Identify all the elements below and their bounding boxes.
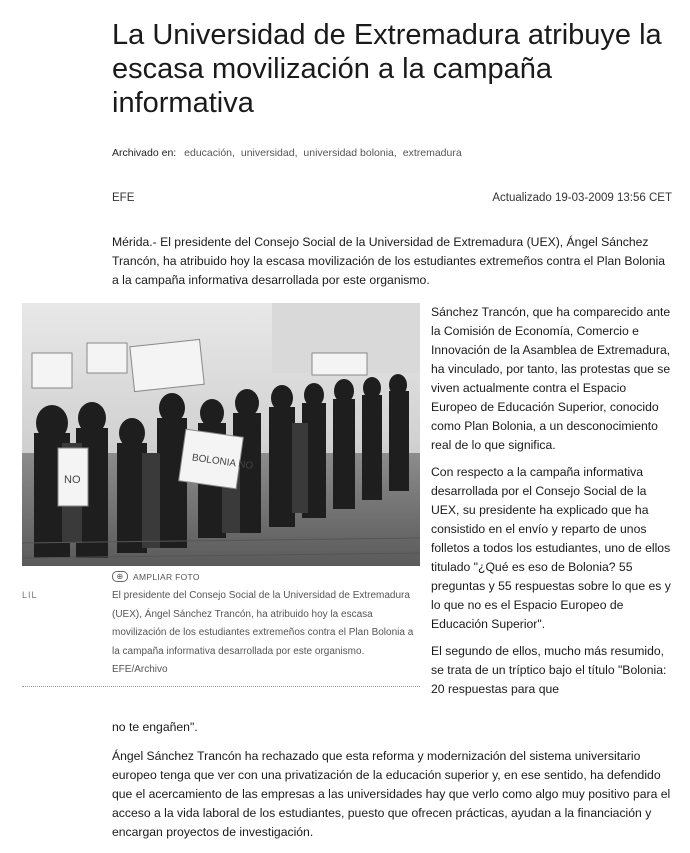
- ampliar-label: AMPLIAR FOTO: [133, 571, 200, 582]
- photo-caption: El presidente del Consejo Social de la Universidad de Extremadura (UEX), Ángel Sánchez Trancón, ha atribuido hoy la escasa movilización de los estudiantes extremeños contra el Plan Bolonia a la campaña informativa desarrollada por este organismo. EFE/Archivo: [112, 590, 414, 675]
- photo-side-label: LIL: [22, 590, 38, 600]
- zoom-icon: ⊕: [112, 571, 128, 582]
- body-paragraph: Ángel Sánchez Trancón ha rechazado que esta reforma y modernización del sistema universitario europeo tenga que ver con una privatización de la educación superior y, en ese sentido, ha defendido que el acercamiento de las empresas a las universidades hay que verlo como algo muy positivo para el acceso a la vida laboral de los estudiantes, puesto que ofrecen prácticas, ayudan a la financiación y encargan proyectos de investigación.: [112, 749, 671, 839]
- archived-tags: Archivado en: educación, universidad, universidad bolonia, extremadura: [112, 147, 462, 159]
- protest-photo-illustration: [22, 303, 420, 566]
- tag-link[interactable]: educación: [184, 147, 233, 159]
- archived-label: Archivado en:: [112, 147, 177, 159]
- side-column: [431, 303, 671, 707]
- updated-timestamp: Actualizado 19-03-2009 13:56 CET: [492, 192, 672, 204]
- body-paragraph: Sánchez Trancón, que ha comparecido ante la Comisión de Economía, Comercio e Innovación de la Asamblea de Extremadura, ha vinculado, por tanto, las protestas que se viven actualmente contra el Espacio Europeo de Educación Superior, conocido como Plan Bolonia, a un desconocimiento real de lo que significa.: [431, 305, 671, 452]
- protest-sign-text: NO: [64, 474, 81, 486]
- caption-divider: [22, 686, 420, 687]
- article-title: La Universidad de Extremadura atribuye la escasa movilización a la campaña informativa: [112, 19, 662, 119]
- body-paragraph: El segundo de ellos, mucho más resumido, se trata de un tríptico bajo el título "Bolonia: 20 respuestas para que: [431, 644, 667, 696]
- intro-paragraph: Mérida.- El presidente del Consejo Social de la Universidad de Extremadura (UEX), Ángel Sánchez Trancón, ha atribuido hoy la escasa movilización de los estudiantes extremeños contra el Plan Bolonia a la campaña informativa desarrollada por este organismo.: [112, 235, 666, 287]
- body-paragraph-continuation: no te engañen".: [112, 720, 198, 734]
- tag-link[interactable]: universidad: [240, 147, 295, 159]
- article-source: EFE: [112, 192, 135, 204]
- news-photo[interactable]: [22, 303, 420, 566]
- protest-sign-text: BOLONIA NO: [191, 452, 254, 472]
- tag-link[interactable]: extremadura: [402, 147, 462, 159]
- ampliar-foto-link[interactable]: [112, 571, 200, 582]
- body-paragraph: Con respecto a la campaña informativa desarrollada por el Consejo Social de la UEX, su presidente ha explicado que ha consistido en el envío y reparto de unos folletos a todos los estudiantes, uno de ellos titulado "¿Qué es eso de Bolonia? 55 preguntas y 55 respuestas sobre lo que es y lo que no es el Espacio Europeo de Educación Superior".: [431, 465, 671, 631]
- tag-link[interactable]: universidad bolonia: [303, 147, 394, 159]
